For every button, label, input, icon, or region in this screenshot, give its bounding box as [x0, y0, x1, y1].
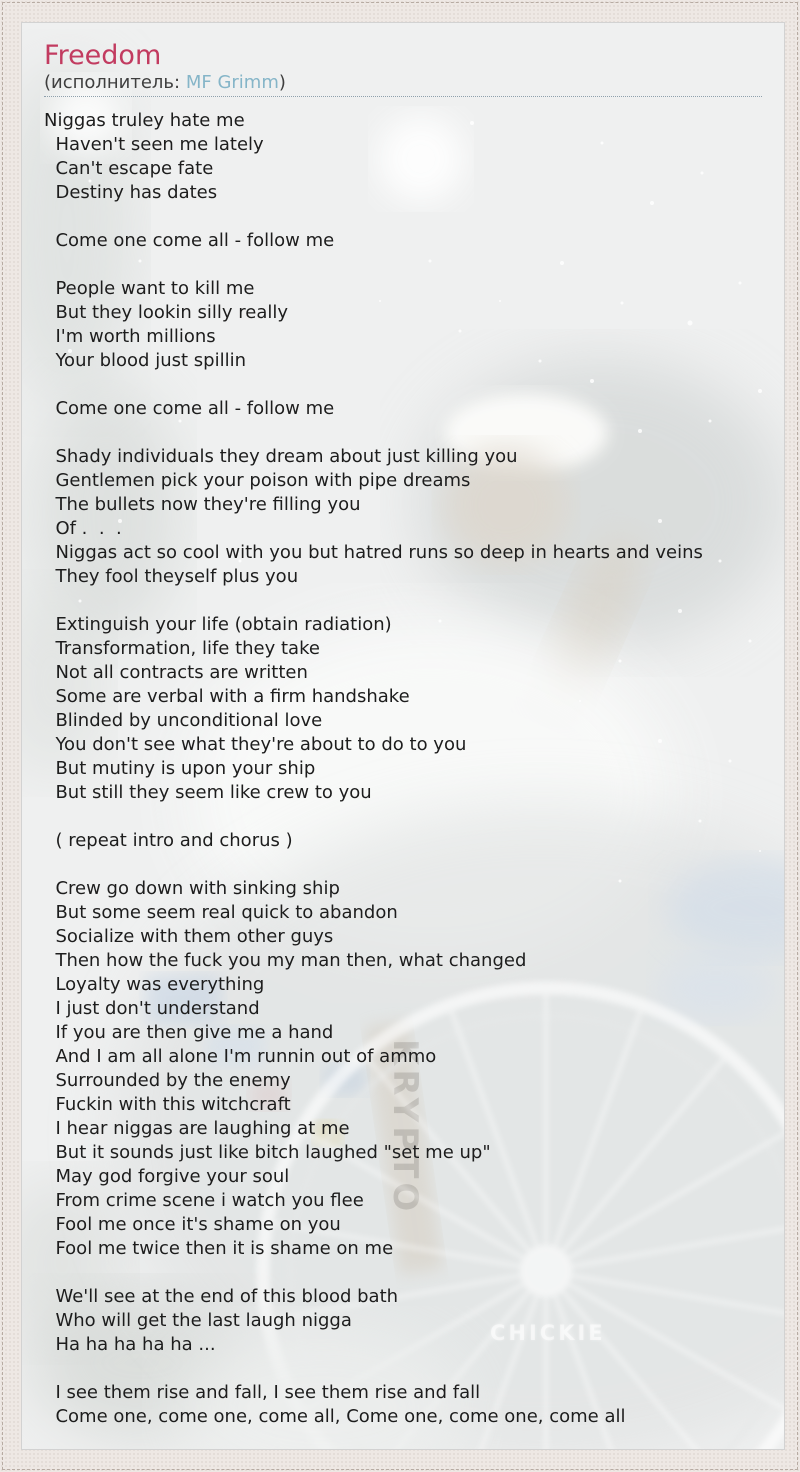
lyric-line	[44, 1357, 762, 1381]
lyric-line: I hear niggas are laughing at me	[44, 1118, 350, 1139]
lyric-line: Transformation, life they take	[44, 638, 320, 659]
dotted-separator	[44, 96, 762, 97]
artist-link[interactable]: MF Grimm	[185, 72, 279, 93]
lyric-line: Your blood just spillin	[44, 350, 246, 371]
lyric-line: If you are then give me a hand	[44, 1022, 334, 1043]
lyric-line: Destiny has dates	[44, 182, 218, 203]
lyric-line: Shady individuals they dream about just killing you	[44, 446, 518, 467]
lyric-line: I see them rise and fall, I see them rise and fall	[44, 1382, 481, 1403]
lyric-line: But still they seem like crew to you	[44, 782, 372, 803]
lyric-line: Ha ha ha ha ha ...	[44, 1334, 216, 1355]
lyric-line: Loyalty was everything	[44, 974, 265, 995]
svg-text:KRYPTO: KRYPTO	[385, 1039, 425, 1216]
lyric-line: But mutiny is upon your ship	[44, 758, 316, 779]
lyric-line: Niggas act so cool with you but hatred runs so deep in hearts and veins	[44, 542, 703, 563]
lyric-line: Who will get the last laugh nigga	[44, 1310, 352, 1331]
lyric-line	[44, 253, 762, 277]
lyric-line	[44, 853, 762, 877]
lyric-line: Of . . .	[44, 518, 122, 539]
lyric-line	[44, 805, 762, 829]
lyric-line: Fool me twice then it is shame on me	[44, 1238, 394, 1259]
lyric-line	[44, 589, 762, 613]
photo-watermark: CHICKIE	[490, 1321, 606, 1345]
lyric-line: The bullets now they're filling you	[44, 494, 361, 515]
lyric-line: Crew go down with sinking ship	[44, 878, 340, 899]
lyric-line: Some are verbal with a firm handshake	[44, 686, 410, 707]
lyric-line: Then how the fuck you my man then, what changed	[44, 950, 527, 971]
song-title: Freedom	[44, 40, 162, 71]
lyric-line: Niggas truley hate me	[44, 110, 245, 131]
lyric-line	[44, 1261, 762, 1285]
lyric-line	[44, 421, 762, 445]
lyric-line: ( repeat intro and chorus )	[44, 830, 293, 851]
lyric-line	[44, 373, 762, 397]
lyric-line: They fool theyself plus you	[44, 566, 299, 587]
lyric-line: Come one come all - follow me	[44, 230, 335, 251]
lyric-line: From crime scene i watch you flee	[44, 1190, 364, 1211]
artist-label-suffix: )	[278, 72, 286, 93]
artist-label-prefix: (исполнитель:	[44, 72, 186, 93]
lyric-line: Fool me once it's shame on you	[44, 1214, 341, 1235]
lyric-line: But it sounds just like bitch laughed "set me up"	[44, 1142, 491, 1163]
lyrics-card	[21, 22, 785, 1450]
lyrics	[44, 109, 762, 1429]
lyric-line: Fuckin with this witchcraft	[44, 1094, 291, 1115]
lyric-line: I just don't understand	[44, 998, 260, 1019]
lyric-line: I'm worth millions	[44, 326, 216, 347]
lyric-line: Haven't seen me lately	[44, 134, 264, 155]
lyric-line: But some seem real quick to abandon	[44, 902, 398, 923]
lyric-line: People want to kill me	[44, 278, 255, 299]
lyric-line: Blinded by unconditional love	[44, 710, 323, 731]
lyric-line: Not all contracts are written	[44, 662, 308, 683]
lyric-line: Come one come all - follow me	[44, 398, 335, 419]
lyric-line: And I am all alone I'm runnin out of ammo	[44, 1046, 437, 1067]
lyric-line: May god forgive your soul	[44, 1166, 290, 1187]
lyric-line: Can't escape fate	[44, 158, 214, 179]
lyric-line: You don't see what they're about to do to you	[44, 734, 467, 755]
card-content	[22, 40, 784, 1429]
lyric-line: Socialize with them other guys	[44, 926, 334, 947]
lyric-line: But they lookin silly really	[44, 302, 289, 323]
lyric-line: Surrounded by the enemy	[44, 1070, 291, 1091]
lyric-line: Come one, come one, come all, Come one, come one, come all	[44, 1406, 626, 1427]
lyric-line	[44, 205, 762, 229]
lyric-line: Gentlemen pick your poison with pipe dreams	[44, 470, 471, 491]
lyric-line: We'll see at the end of this blood bath	[44, 1286, 399, 1307]
lyric-line: Extinguish your life (obtain radiation)	[44, 614, 392, 635]
artist-line	[44, 72, 762, 93]
